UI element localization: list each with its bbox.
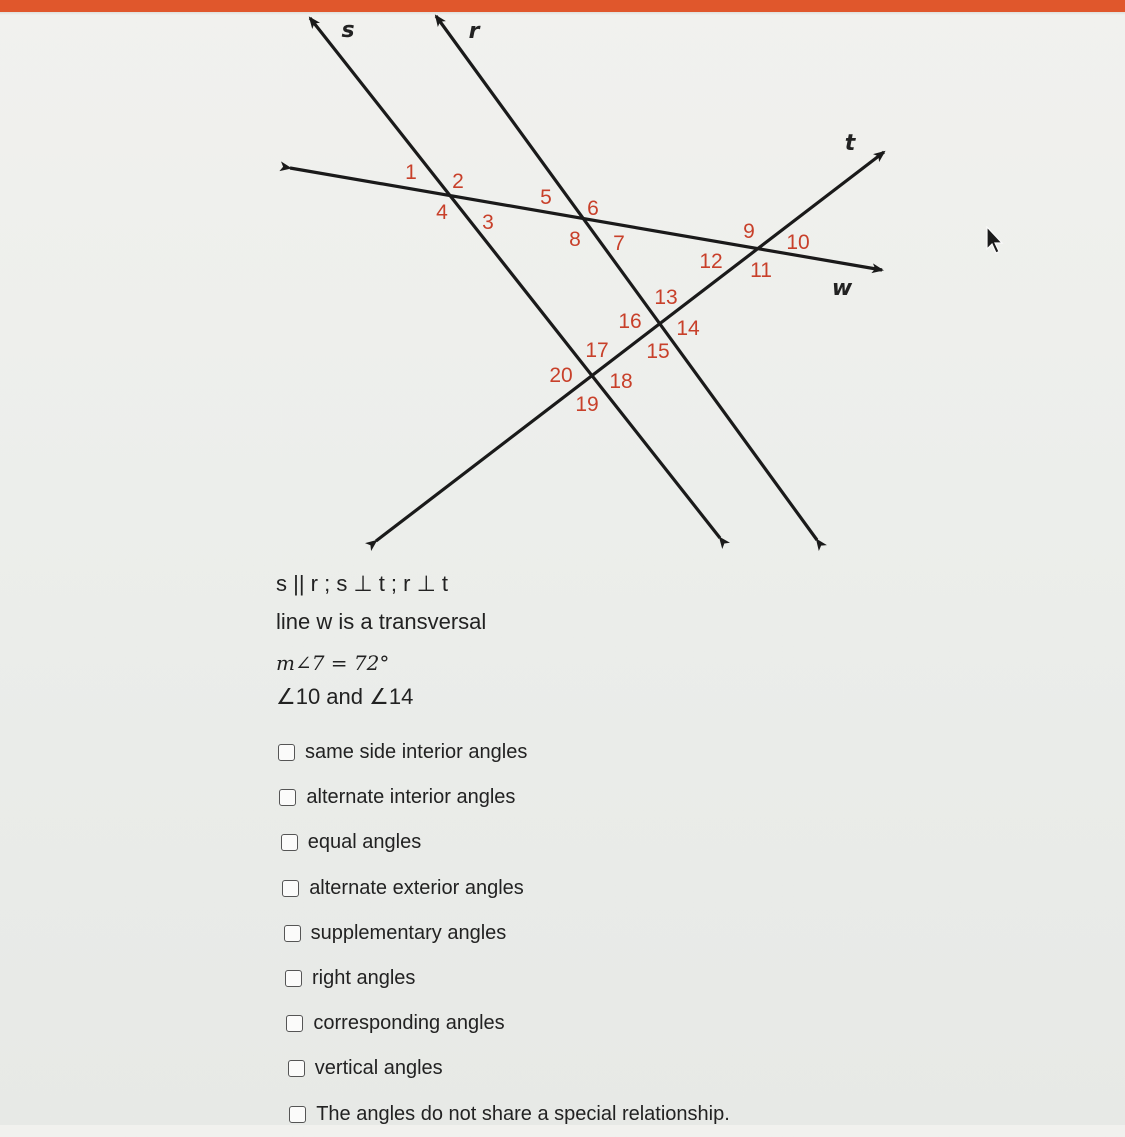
angle-label-13: 13 [654,286,678,309]
angle-label-2: 2 [452,170,464,193]
line-label-s: s [341,18,355,43]
answer-option-label: alternate exterior angles [309,876,524,899]
answer-option[interactable] [289,1092,978,1137]
angle-label-16: 16 [618,310,642,333]
angle-label-1: 1 [405,161,417,184]
answer-option-label: vertical angles [314,1057,443,1080]
line-label-w: w [831,276,853,301]
line-label-r: r [468,19,480,44]
angle-label-8: 8 [569,228,581,251]
line-labels-layer [341,18,856,301]
answer-option[interactable] [282,866,978,911]
answer-option-label: same side interior angles [305,741,528,764]
answer-option-label: equal angles [307,831,422,854]
line-w [290,168,882,270]
answer-option[interactable] [284,911,978,956]
angle-label-12: 12 [699,250,723,273]
angle-label-19: 19 [575,393,599,416]
mouse-pointer-icon [985,226,1005,254]
checkbox-icon[interactable] [286,1015,303,1032]
angle-label-9: 9 [743,220,755,243]
answer-option-label: right angles [312,967,416,990]
checkbox-icon[interactable] [284,925,301,942]
checkbox-icon[interactable] [278,744,295,761]
angle-label-4: 4 [436,201,448,224]
angle-label-14: 14 [676,317,700,340]
line-s [310,18,723,538]
lines-layer [290,16,884,541]
checkbox-icon[interactable] [289,1106,306,1123]
answer-options [278,730,978,1137]
answer-option-label: corresponding angles [313,1012,505,1035]
checkbox-icon[interactable] [279,789,296,806]
angle-measure-given: m∠7 = 72° [276,651,390,675]
geometry-diagram [0,0,1125,560]
angle-label-7: 7 [613,232,625,255]
answer-option-label: alternate interior angles [306,786,516,809]
angle-label-18: 18 [609,370,633,393]
answer-option[interactable] [285,956,978,1001]
angle-label-11: 11 [750,259,772,282]
answer-option[interactable] [288,1046,978,1091]
checkbox-icon[interactable] [285,970,302,987]
line-t [376,152,884,541]
parallel-perpendicular-givens: s || r ; s ⊥ t ; r ⊥ t [276,571,448,596]
answer-option[interactable] [286,1001,978,1046]
angle-label-3: 3 [482,211,494,234]
answer-option-label: The angles do not share a special relationship. [316,1102,730,1125]
line-label-t: t [844,131,856,156]
angle-label-20: 20 [549,364,573,387]
answer-option[interactable] [281,820,978,865]
angle-label-15: 15 [646,340,670,363]
answer-option[interactable] [278,730,978,775]
angle-pair-prompt: ∠10 and ∠14 [276,684,414,709]
checkbox-icon[interactable] [281,834,298,851]
angle-label-6: 6 [587,197,599,220]
answer-option[interactable] [279,775,978,820]
angle-label-17: 17 [585,339,609,362]
checkbox-icon[interactable] [282,880,299,897]
transversal-statement: line w is a transversal [276,609,487,634]
checkbox-icon[interactable] [288,1060,305,1077]
answer-option-label: supplementary angles [310,921,507,944]
angle-label-10: 10 [786,231,810,254]
angle-label-5: 5 [540,186,552,209]
